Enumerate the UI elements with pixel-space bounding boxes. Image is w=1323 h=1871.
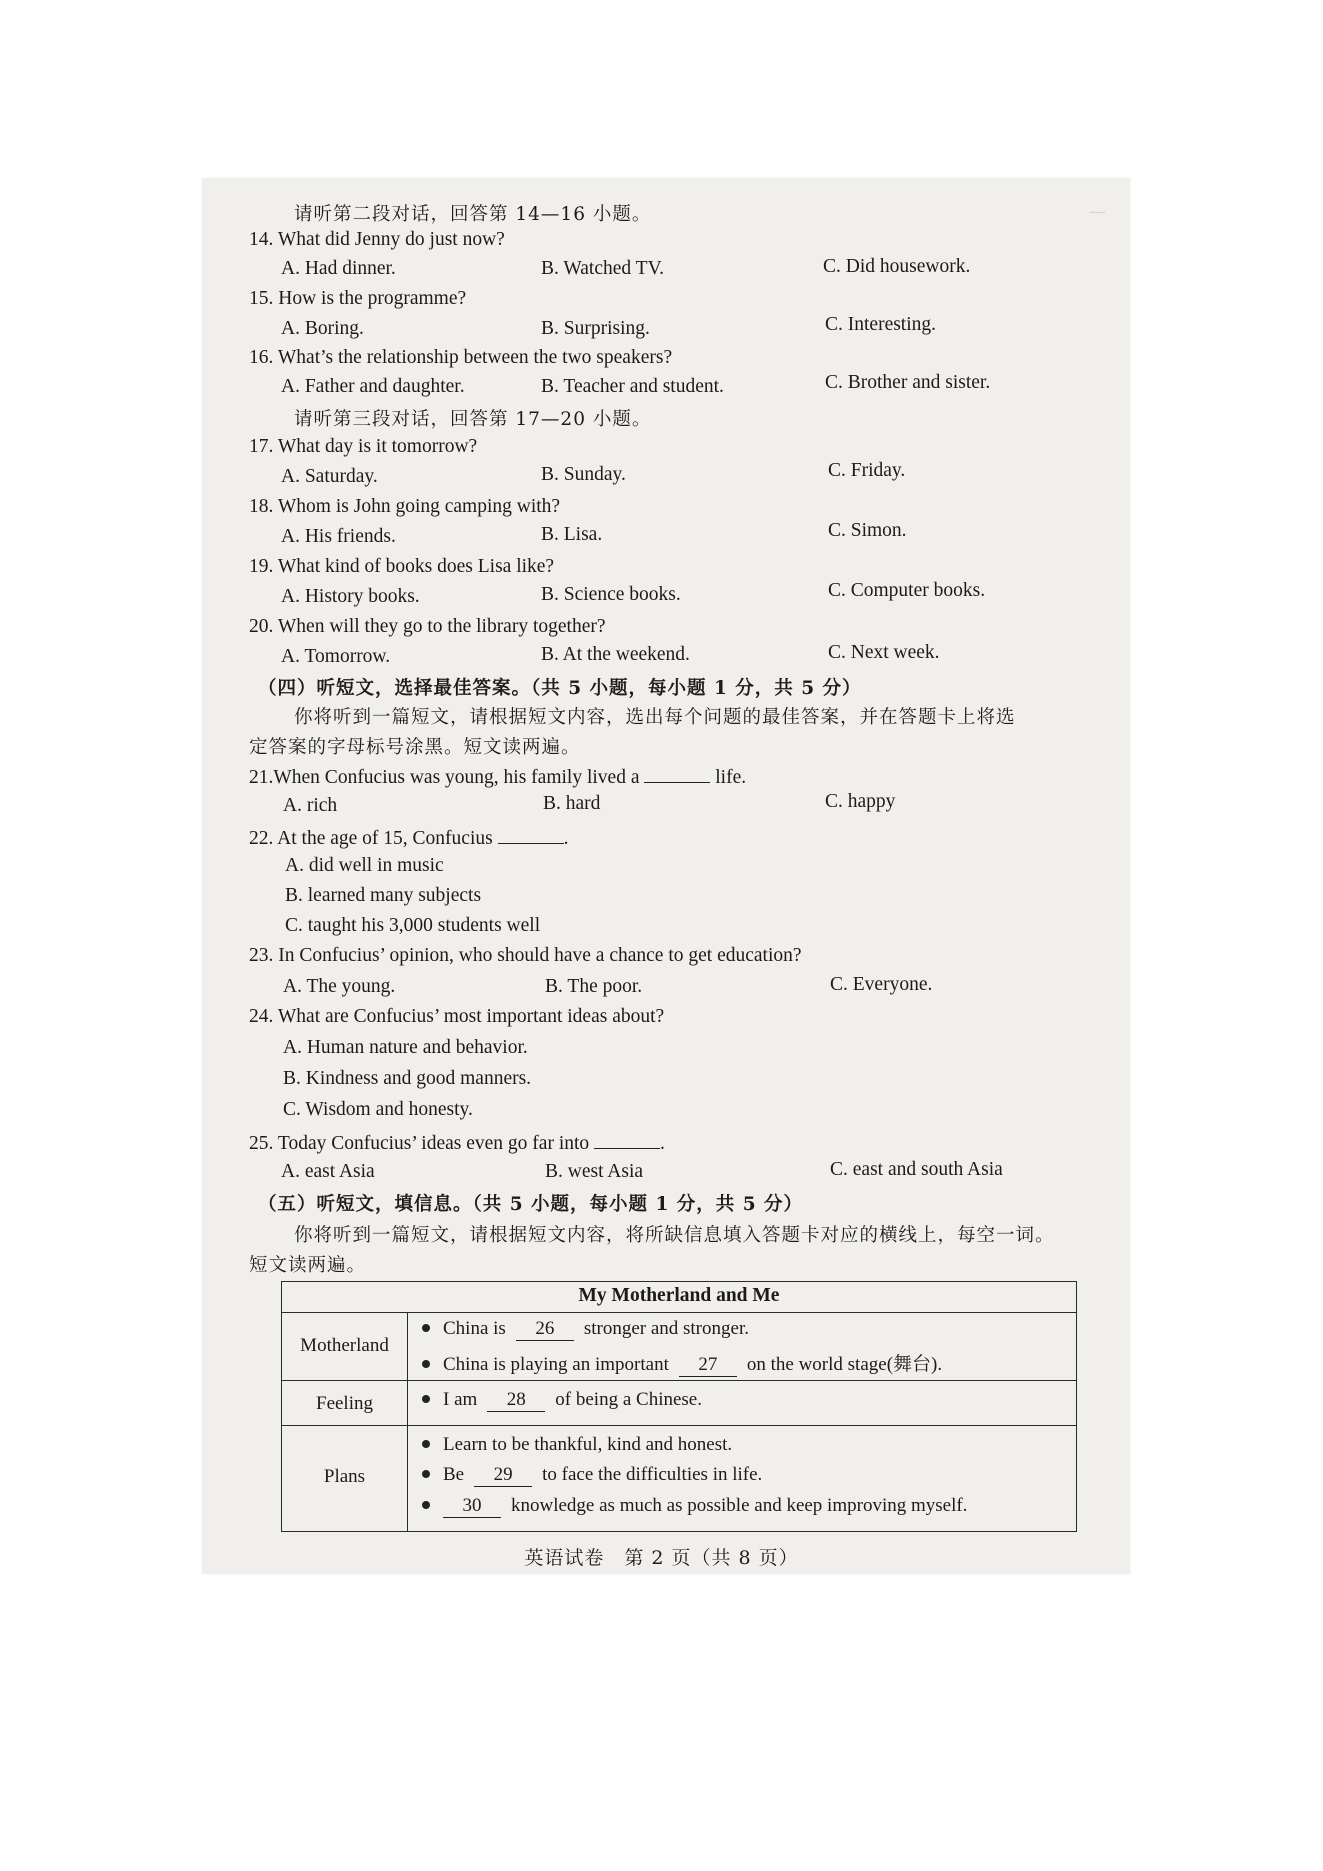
bullet-dot bbox=[422, 1360, 430, 1368]
part5-heading: （五）听短文，填信息。（共 5 小题，每小题 1 分，共 5 分） bbox=[258, 1194, 804, 1215]
option-a: A. Boring. bbox=[281, 318, 364, 339]
question-text: 16. What’s the relationship between the two speakers? bbox=[249, 347, 673, 368]
question-text: 18. Whom is John going camping with? bbox=[249, 496, 561, 517]
option-b: B. Watched TV. bbox=[541, 258, 665, 279]
question-21: 21.When Confucius was young, his family lived a life. bbox=[249, 764, 746, 789]
bullet-dot bbox=[422, 1501, 430, 1509]
page-footer: 英语试卷 第 2 页（共 8 页） bbox=[524, 1547, 799, 1569]
part4-heading: （四）听短文，选择最佳答案。（共 5 小题，每小题 1 分，共 5 分） bbox=[258, 678, 862, 699]
blank-28: 28 bbox=[487, 1389, 545, 1412]
option-b: B. At the weekend. bbox=[541, 644, 690, 665]
blank-27: 27 bbox=[679, 1354, 737, 1377]
option-b: B. Sunday. bbox=[541, 464, 626, 485]
question-text: 20. When will they go to the library together? bbox=[249, 616, 606, 637]
option-a: A. Father and daughter. bbox=[281, 376, 465, 397]
option-b: B. Kindness and good manners. bbox=[283, 1068, 532, 1089]
answer-blank bbox=[644, 764, 710, 783]
table-rule bbox=[282, 1425, 1076, 1426]
option-c: C. Did housework. bbox=[823, 256, 971, 277]
option-c: C. east and south Asia bbox=[830, 1159, 1003, 1180]
section-instruction: 请听第三段对话，回答第 17—20 小题。 bbox=[294, 409, 652, 430]
bleed-through-text: — bbox=[1090, 204, 1105, 220]
option-b: B. Teacher and student. bbox=[541, 376, 724, 397]
table-rule bbox=[282, 1312, 1076, 1313]
option-c: C. Next week. bbox=[828, 642, 940, 663]
blank-26: 26 bbox=[516, 1318, 574, 1341]
table-bullet: I am 28 of being a Chinese. bbox=[422, 1389, 702, 1412]
option-a: A. Had dinner. bbox=[281, 258, 396, 279]
option-c: C. Friday. bbox=[828, 460, 906, 481]
table-bullet: Be 29 to face the difficulties in life. bbox=[422, 1464, 762, 1487]
option-c: C. Brother and sister. bbox=[825, 372, 991, 393]
row-label-motherland: Motherland bbox=[300, 1335, 389, 1356]
table-column-divider bbox=[407, 1312, 408, 1531]
answer-blank bbox=[498, 825, 564, 844]
bullet-dot bbox=[422, 1470, 430, 1478]
option-b: B. Lisa. bbox=[541, 524, 603, 545]
option-c: C. Interesting. bbox=[825, 314, 937, 335]
option-b: B. Surprising. bbox=[541, 318, 650, 339]
option-b: B. Science books. bbox=[541, 584, 681, 605]
question-text: 17. What day is it tomorrow? bbox=[249, 436, 478, 457]
option-c: C. Computer books. bbox=[828, 580, 986, 601]
option-a: A. The young. bbox=[283, 976, 396, 997]
option-c: C. taught his 3,000 students well bbox=[285, 915, 541, 936]
bullet-dot bbox=[422, 1324, 430, 1332]
table-rule bbox=[282, 1380, 1076, 1381]
bullet-dot bbox=[422, 1440, 430, 1448]
bullet-dot bbox=[422, 1395, 430, 1403]
option-a: A. east Asia bbox=[281, 1161, 375, 1182]
option-b: B. west Asia bbox=[545, 1161, 644, 1182]
option-a: A. Human nature and behavior. bbox=[283, 1037, 528, 1058]
option-b: B. learned many subjects bbox=[285, 885, 482, 906]
option-c: C. happy bbox=[825, 791, 896, 812]
option-a: A. History books. bbox=[281, 586, 420, 607]
answer-blank bbox=[594, 1130, 660, 1149]
question-text: 24. What are Confucius’ most important ideas about? bbox=[249, 1006, 665, 1027]
option-b: B. hard bbox=[543, 793, 601, 814]
question-text: 19. What kind of books does Lisa like? bbox=[249, 556, 555, 577]
option-b: B. The poor. bbox=[545, 976, 643, 997]
part5-instruction-line2: 短文读两遍。 bbox=[249, 1255, 367, 1276]
question-text: 15. How is the programme? bbox=[249, 288, 467, 309]
option-a: A. Tomorrow. bbox=[281, 646, 391, 667]
table-bullet: Learn to be thankful, kind and honest. bbox=[422, 1434, 732, 1456]
blank-30: 30 bbox=[443, 1495, 501, 1518]
part5-instruction-line1: 你将听到一篇短文，请根据短文内容，将所缺信息填入答题卡对应的横线上，每空一词。 bbox=[294, 1225, 1055, 1246]
question-text: 23. In Confucius’ opinion, who should have a chance to get education? bbox=[249, 945, 802, 966]
option-a: A. Saturday. bbox=[281, 466, 378, 487]
section-instruction: 请听第二段对话，回答第 14—16 小题。 bbox=[294, 204, 652, 225]
part4-instruction-line1: 你将听到一篇短文，请根据短文内容，选出每个问题的最佳答案，并在答题卡上将选 bbox=[294, 707, 1016, 728]
option-a: A. rich bbox=[283, 795, 338, 816]
question-25: 25. Today Confucius’ ideas even go far into . bbox=[249, 1130, 665, 1155]
info-table bbox=[281, 1281, 1077, 1532]
question-text: 14. What did Jenny do just now? bbox=[249, 229, 505, 250]
row-label-feeling: Feeling bbox=[316, 1393, 373, 1414]
option-c: C. Everyone. bbox=[830, 974, 933, 995]
question-22: 22. At the age of 15, Confucius . bbox=[249, 825, 568, 850]
option-a: A. did well in music bbox=[285, 855, 444, 876]
table-bullet: 30 knowledge as much as possible and keep improving myself. bbox=[422, 1495, 967, 1518]
option-c: C. Simon. bbox=[828, 520, 907, 541]
part4-instruction-line2: 定答案的字母标号涂黑。短文读两遍。 bbox=[249, 737, 581, 758]
option-c: C. Wisdom and honesty. bbox=[283, 1099, 473, 1120]
option-a: A. His friends. bbox=[281, 526, 396, 547]
blank-29: 29 bbox=[474, 1464, 532, 1487]
table-bullet: China is playing an important 27 on the world stage(舞台). bbox=[422, 1349, 942, 1377]
row-label-plans: Plans bbox=[323, 1466, 366, 1487]
table-title: My Motherland and Me bbox=[578, 1285, 780, 1306]
table-bullet: China is 26 stronger and stronger. bbox=[422, 1318, 749, 1341]
